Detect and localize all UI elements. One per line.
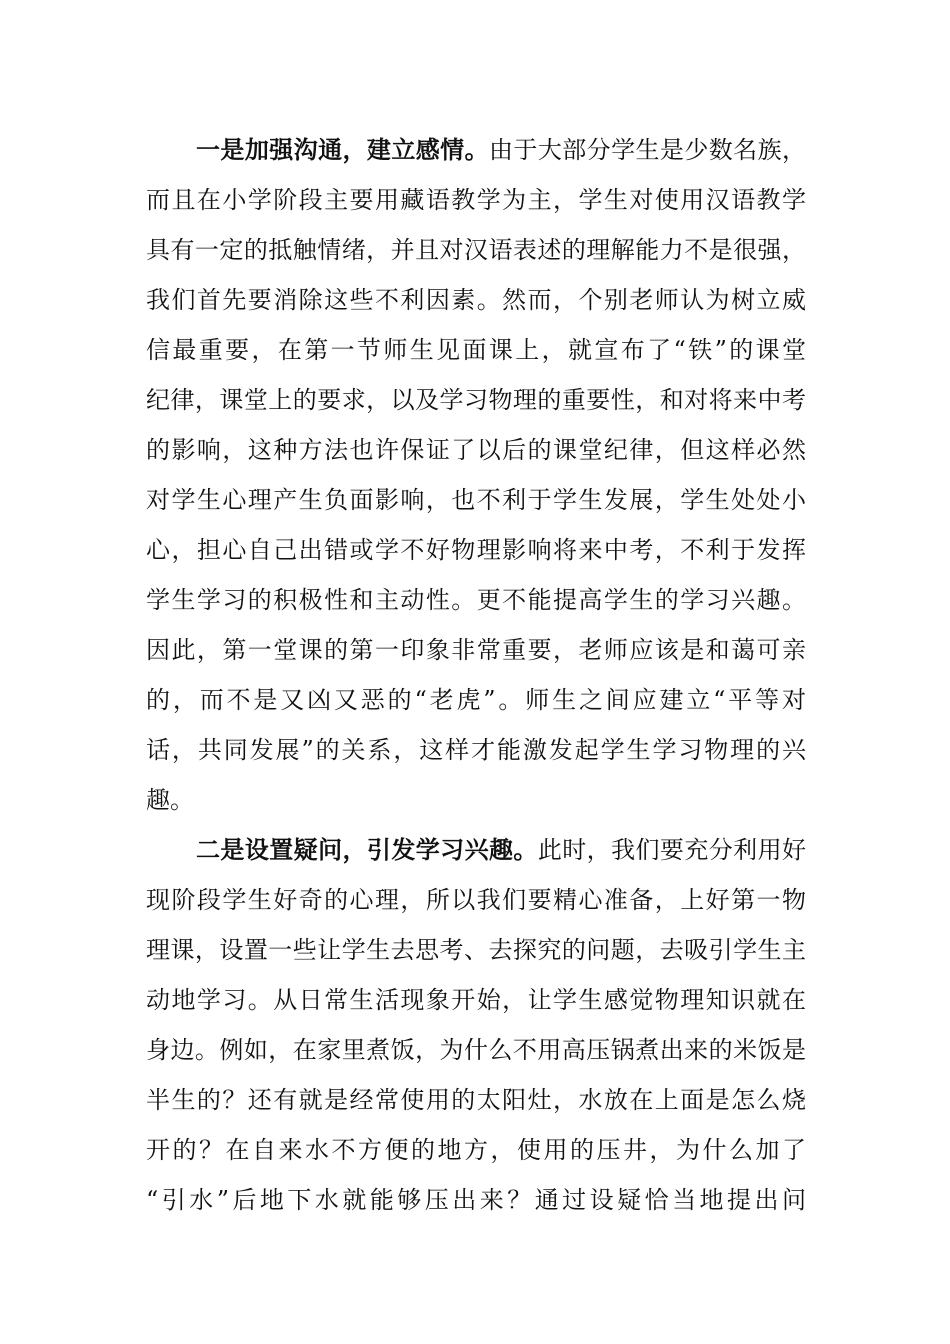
- paragraph-2-line-5: 身边。例如，在家里煮饭，为什么不用高压锅煮出来的米饭是: [146, 1036, 806, 1064]
- paragraph-1-line-11: 因此，第一堂课的第一印象非常重要，老师应该是和蔼可亲: [146, 636, 806, 664]
- paragraph-2-line-7: 开的？在自来水不方便的地方，使用的压井，为什么加了: [146, 1136, 806, 1164]
- paragraph-2-line-1-text: 此时，我们要充分利用好: [537, 836, 806, 864]
- paragraph-2-line-3: 理课，设置一些让学生去思考、去探究的问题，去吸引学生主: [146, 936, 806, 964]
- paragraph-1-line-3: 具有一定的抵触情绪，并且对汉语表述的理解能力不是很强，: [146, 236, 806, 264]
- paragraph-1-line-6: 纪律，课堂上的要求，以及学习物理的重要性，和对将来中考: [146, 386, 806, 414]
- paragraph-2-line-8: “引水”后地下水就能够压出来？通过设疑恰当地提出问: [146, 1186, 806, 1214]
- paragraph-2-line-4: 动地学习。从日常生活现象开始，让学生感觉物理知识就在: [146, 986, 806, 1014]
- paragraph-1-line-1: [196, 125, 806, 175]
- paragraph-2-lead: 二是设置疑问，引发学习兴趣。: [196, 836, 538, 864]
- paragraph-1-line-8: 对学生心理产生负面影响，也不利于学生发展，学生处处小: [146, 486, 806, 514]
- paragraph-1-line-7: 的影响，这种方法也许保证了以后的课堂纪律，但这样必然: [146, 436, 806, 464]
- paragraph-2-line-1: [196, 825, 806, 875]
- paragraph-2-line-6: 半生的？还有就是经常使用的太阳灶，水放在上面是怎么烧: [146, 1086, 806, 1114]
- paragraph-1-lead: 一是加强沟通，建立感情。: [196, 136, 489, 164]
- paragraph-1-line-2: 而且在小学阶段主要用藏语教学为主，学生对使用汉语教学: [146, 186, 806, 214]
- paragraph-1-line-12: 的，而不是又凶又恶的“老虎”。师生之间应建立“平等对: [146, 686, 806, 714]
- paragraph-1-line-10: 学生学习的积极性和主动性。更不能提高学生的学习兴趣。: [146, 586, 806, 614]
- paragraph-1-line-14: 趣。: [146, 786, 194, 814]
- paragraph-1-line-1-text: 由于大部分学生是少数名族，: [489, 136, 806, 164]
- paragraph-1-line-9: 心，担心自己出错或学不好物理影响将来中考，不利于发挥: [146, 536, 806, 564]
- paragraph-1-line-13: 话，共同发展”的关系，这样才能激发起学生学习物理的兴: [146, 736, 806, 764]
- paragraph-1-line-5: 信最重要，在第一节师生见面课上，就宣布了“铁”的课堂: [146, 336, 806, 364]
- paragraph-2-line-2: 现阶段学生好奇的心理，所以我们要精心准备，上好第一物: [146, 886, 806, 914]
- paragraph-1-line-4: 我们首先要消除这些不利因素。然而，个别老师认为树立威: [146, 286, 806, 314]
